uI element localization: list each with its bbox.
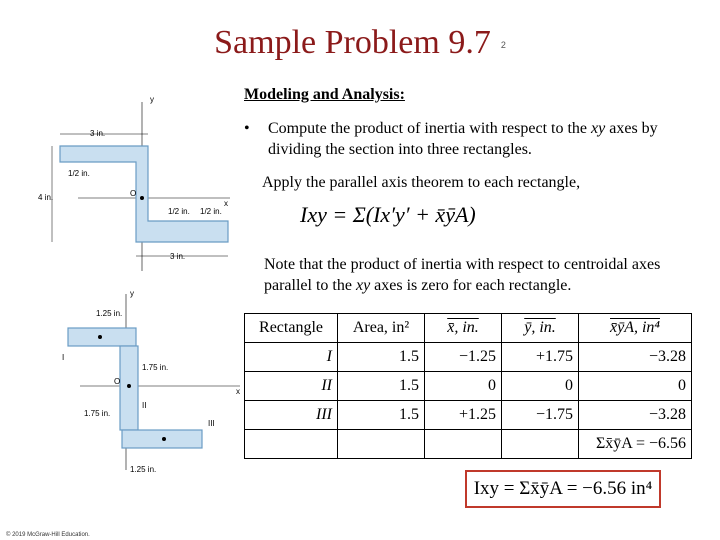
x-axis-label-2: x xyxy=(236,387,240,396)
cell-xyA: −3.28 xyxy=(579,401,692,430)
note-text-part-1: Note that the product of inertia with respect to centroidal axes parallel to the xyxy=(264,256,661,294)
dim-web-half-2: 1/2 in. xyxy=(200,207,222,216)
bullet-text-xy: xy xyxy=(591,120,606,137)
cell-area: 1.5 xyxy=(338,401,425,430)
table-row xyxy=(245,343,692,372)
header-ybar: ȳ, in. xyxy=(502,314,579,343)
cell-rect: III xyxy=(245,401,338,430)
bullet-text-part-2: axes by dividing the section into three rectangles. xyxy=(268,120,658,158)
parallel-axis-equation: Ixy = Σ(Ix′y′ + x̄ȳA) xyxy=(300,202,476,227)
result-equation: Ixy = Σx̄ȳA = −6.56 in⁴ xyxy=(473,478,653,499)
copyright-footer: © 2019 McGraw-Hill Education. xyxy=(6,532,90,538)
dim-web-half-1: 1/2 in. xyxy=(168,207,190,216)
cell-empty xyxy=(245,430,338,459)
y-axis-label: y xyxy=(150,96,154,104)
page-title xyxy=(0,24,720,62)
rect-I-label: I xyxy=(62,353,65,362)
page-marker: 2 xyxy=(500,40,506,51)
cell-ybar: −1.75 xyxy=(502,401,579,430)
origin-label-2: O xyxy=(114,377,121,386)
note-text-xy: xy xyxy=(355,277,371,294)
header-rectangle: Rectangle xyxy=(245,314,338,343)
cell-rect: I xyxy=(245,343,338,372)
table-row xyxy=(245,372,692,401)
dim-lower-label: 1.75 in. xyxy=(84,409,111,418)
cell-area: 1.5 xyxy=(338,343,425,372)
z-section-figure xyxy=(38,96,234,272)
dim-bottom-label: 1.25 in. xyxy=(130,465,157,474)
bullet-marker: • xyxy=(244,120,250,137)
rect-III-label: III xyxy=(208,419,215,428)
cell-sum: Σx̄ȳA = −6.56 xyxy=(579,430,692,459)
bullet-text-part-1: Compute the product of inertia with respect to the xyxy=(268,120,592,137)
note-text xyxy=(264,254,694,296)
bullet-text xyxy=(268,118,688,160)
dim-width-bottom-label: 3 in. xyxy=(170,252,186,261)
centroid-II xyxy=(127,384,131,388)
dim-height-label: 4 in. xyxy=(38,193,54,202)
centroid-I xyxy=(98,335,102,339)
x-axis-label: x xyxy=(224,199,228,208)
centroid-III xyxy=(162,437,166,441)
cell-xbar: −1.25 xyxy=(425,343,502,372)
cell-empty xyxy=(502,430,579,459)
rectangles-figure xyxy=(60,290,250,476)
header-xbar: x̄, in. xyxy=(425,314,502,343)
y-axis-label-2: y xyxy=(130,290,134,298)
cell-xyA: −3.28 xyxy=(579,343,692,372)
title-text: Sample Problem 9.7 xyxy=(214,24,491,61)
table-sum-row xyxy=(245,430,692,459)
section-heading: Modeling and Analysis: xyxy=(244,86,405,103)
note-text-part-2: axes is zero for each rectangle. xyxy=(370,277,572,294)
cell-area: 1.5 xyxy=(338,372,425,401)
cell-xbar: 0 xyxy=(425,372,502,401)
cell-empty xyxy=(425,430,502,459)
cell-ybar: 0 xyxy=(502,372,579,401)
results-table xyxy=(244,313,692,459)
header-area: Area, in² xyxy=(338,314,425,343)
rect-II-label: II xyxy=(142,401,147,410)
cell-empty xyxy=(338,430,425,459)
origin-label: O xyxy=(130,189,137,198)
result-box xyxy=(465,470,661,508)
cell-xbar: +1.25 xyxy=(425,401,502,430)
dim-top-label: 1.25 in. xyxy=(96,309,123,318)
cell-xyA: 0 xyxy=(579,372,692,401)
origin-point xyxy=(140,196,144,200)
header-xyA: x̄ȳA, in⁴ xyxy=(579,314,692,343)
table-header-row xyxy=(245,314,692,343)
parallel-axis-text: Apply the parallel axis theorem to each rectangle, xyxy=(262,174,581,191)
z-section-shape xyxy=(60,146,228,242)
table-row xyxy=(245,401,692,430)
dim-flange-label: 1/2 in. xyxy=(68,169,90,178)
cell-rect: II xyxy=(245,372,338,401)
dim-width-top-label: 3 in. xyxy=(90,129,106,138)
dim-upper-label: 1.75 in. xyxy=(142,363,169,372)
cell-ybar: +1.75 xyxy=(502,343,579,372)
